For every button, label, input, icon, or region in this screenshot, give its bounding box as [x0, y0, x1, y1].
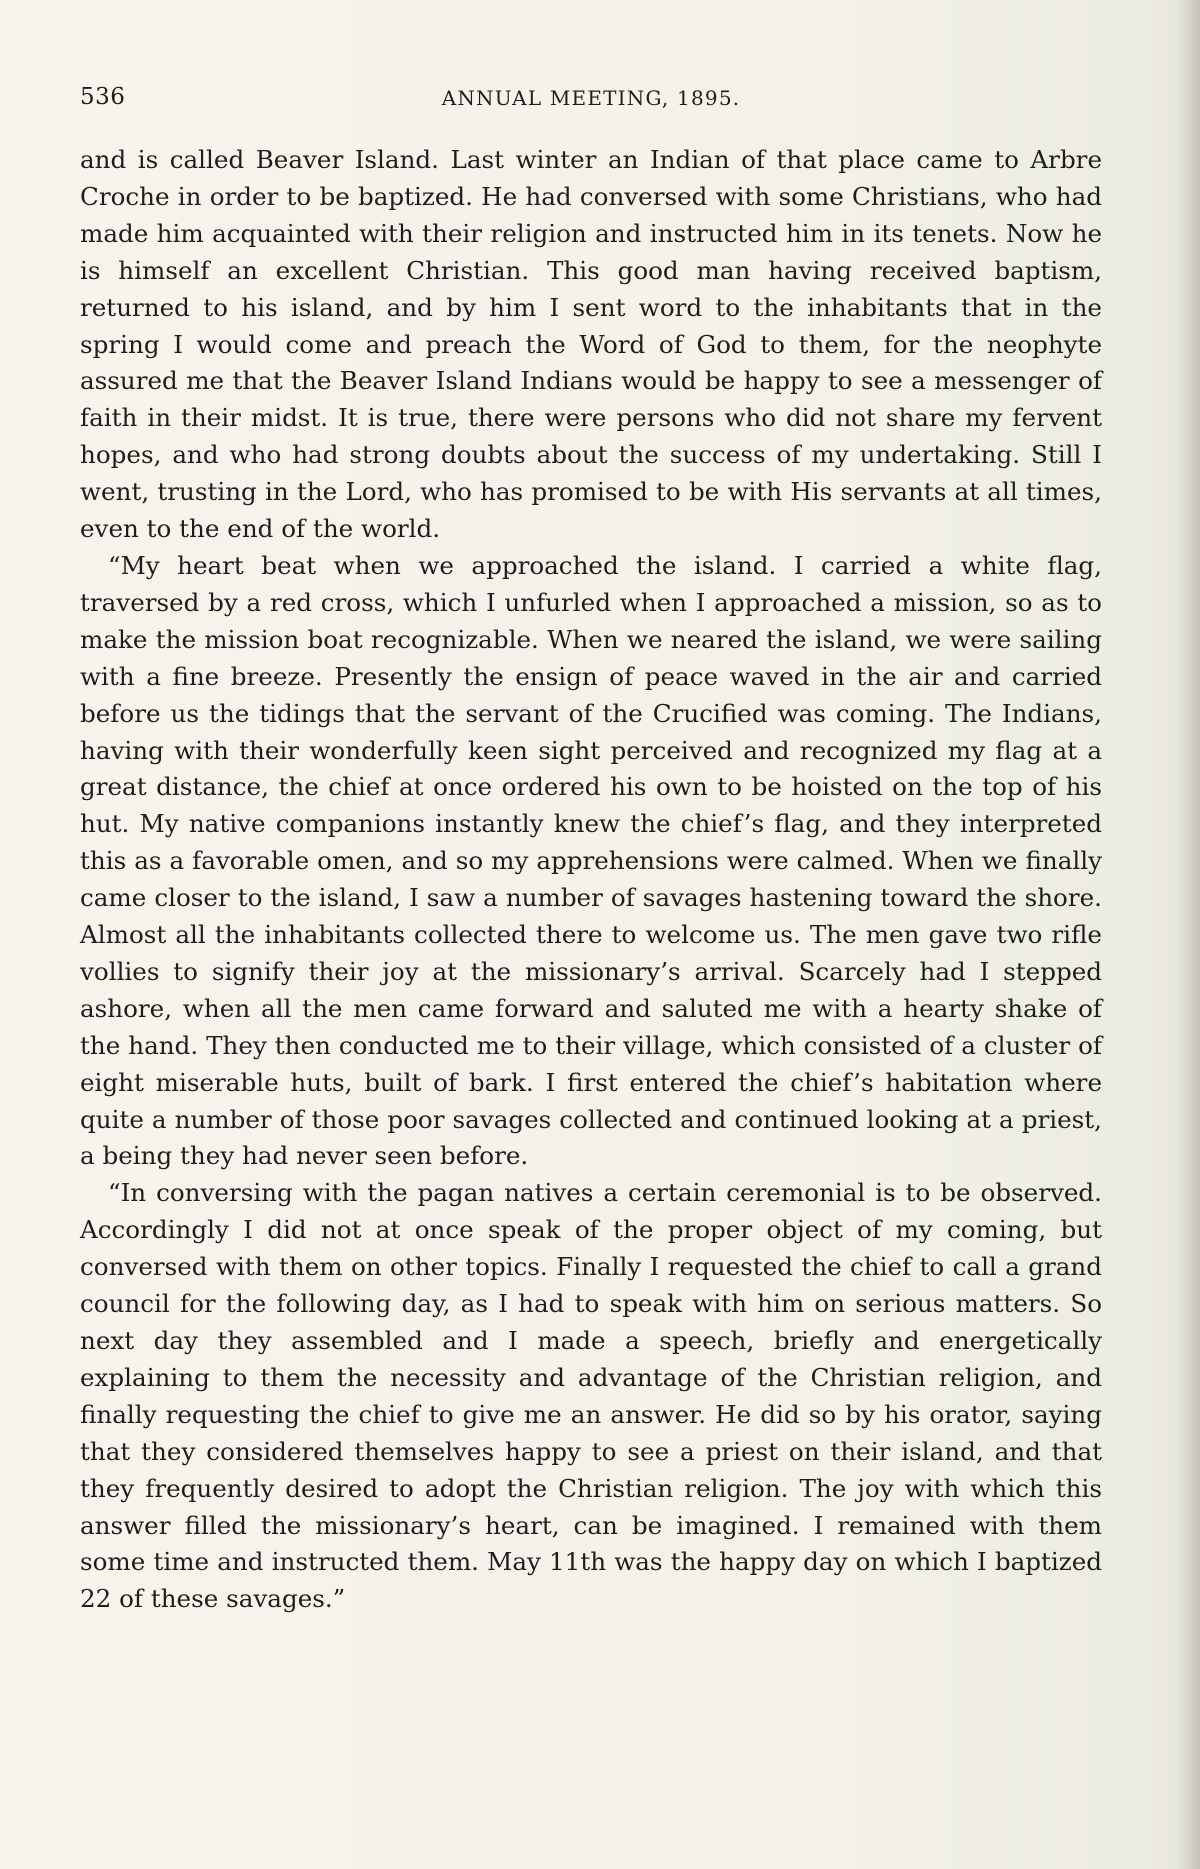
page-header	[80, 84, 1102, 124]
spine-shadow	[1178, 0, 1200, 1869]
paragraph-2: “My heart beat when we approached the island. I carried a white flag, traversed by a red cross, which I unfurled when I approached a mission, so as to make the mission boat recognizable. When we neared the island, we were sailing with a fine breeze. Presently the ensign of peace waved in the air and carried before us the tidings that the servant of the Crucified was coming. The Indians, having with their wonderfully keen sight perceived and recognized my flag at a great distance, the chief at once ordered his own to be hoisted on the top of his hut. My native companions instantly knew the chief’s flag, and they interpreted this as a favorable omen, and so my apprehensions were calmed. When we finally came closer to the island, I saw a number of savages hastening toward the shore. Almost all the inhabitants collected there to welcome us. The men gave two rifle vollies to signify their joy at the missionary’s arrival. Scarcely had I stepped ashore, when all the men came forward and saluted me with a hearty shake of the hand. They then conducted me to their village, which consisted of a cluster of eight miserable huts, built of bark. I first entered the chief’s habitation where quite a number of those poor savages collected and continued looking at a priest, a being they had never seen before.	[80, 550, 1102, 1171]
page-number: 536	[80, 84, 126, 110]
paragraph-1: and is called Beaver Island. Last winter an Indian of that place came to Arbre Croche in order to be baptized. He had conversed with some Christians, who had made him acquainted with their religion and instructed him in its tenets. Now he is himself an excellent Christian. This good man having received baptism, returned to his island, and by him I sent word to the inhabitants that in the spring I would come and preach the Word of God to them, for the neophyte assured me that the Beaver Island Indians would be happy to see a messenger of faith in their midst. It is true, there were persons who did not share my fervent hopes, and who had strong doubts about the success of my undertaking. Still I went, trusting in the Lord, who has promised to be with His servants at all times, even to the end of the world.	[80, 145, 1102, 544]
body-text	[80, 142, 1102, 1618]
running-head: ANNUAL MEETING, 1895.	[441, 86, 741, 110]
paragraph-3: “In conversing with the pagan natives a certain ceremonial is to be observed. Accordingly I did not at once speak of the proper object of my coming, but conversed with them on other topics. Finally I requested the chief to call a grand council for the following day, as I had to speak with him on serious matters. So next day they assembled and I made a speech, briefly and energetically explaining to them the necessity and advantage of the Christian religion, and finally requesting the chief to give me an answer. He did so by his orator, saying that they considered themselves happy to see a priest on their island, and that they frequently desired to adopt the Christian religion. The joy with which this answer filled the missionary’s heart, can be imagined. I remained with them some time and instructed them. May 11th was the happy day on which I baptized 22 of these savages.”	[80, 1178, 1102, 1614]
